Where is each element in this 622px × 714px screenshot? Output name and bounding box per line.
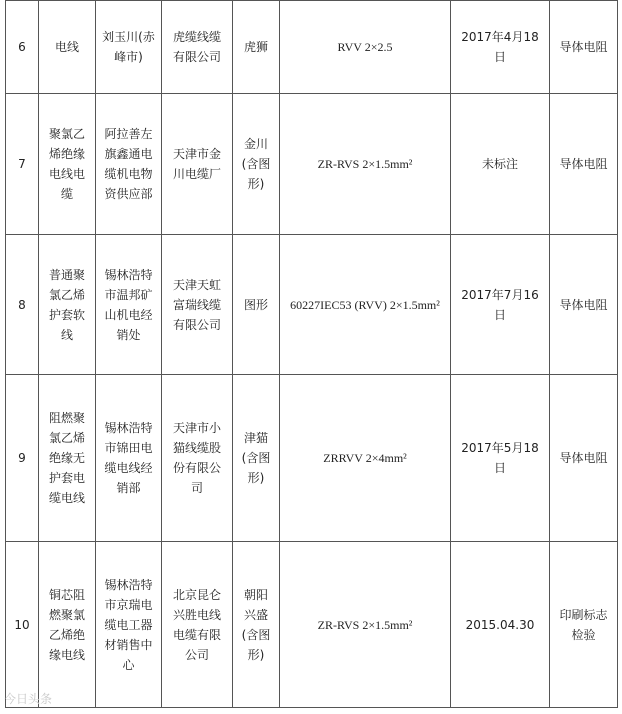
table-row — [6, 375, 618, 542]
product-name: 铜芯阻燃聚氯乙烯绝缘电线 — [39, 542, 96, 708]
failed-item: 印刷标志检验 — [550, 542, 618, 708]
model-spec: ZR-RVS 2×1.5mm² — [280, 94, 451, 235]
failed-item: 导体电阻 — [550, 375, 618, 542]
product-name: 电线 — [39, 1, 96, 94]
manufacturer: 天津市金川电缆厂 — [162, 94, 233, 235]
failed-item: 导体电阻 — [550, 235, 618, 375]
product-name: 阻燃聚氯乙烯绝缘无护套电缆电线 — [39, 375, 96, 542]
row-number: 10 — [6, 542, 39, 708]
production-date: 2015.04.30 — [451, 542, 550, 708]
table-row — [6, 542, 618, 708]
row-number: 6 — [6, 1, 39, 94]
brand: 虎狮 — [233, 1, 280, 94]
brand: 金川(含图形) — [233, 94, 280, 235]
seller: 锡林浩特市京瑞电缆电工器材销售中心 — [96, 542, 162, 708]
model-spec: ZRRVV 2×4mm² — [280, 375, 451, 542]
model-spec: RVV 2×2.5 — [280, 1, 451, 94]
production-date: 2017年4月18日 — [451, 1, 550, 94]
brand: 朝阳兴盛(含图形) — [233, 542, 280, 708]
row-number: 7 — [6, 94, 39, 235]
brand: 图形 — [233, 235, 280, 375]
table-row — [6, 235, 618, 375]
brand: 津猫(含图形) — [233, 375, 280, 542]
inspection-table — [5, 0, 618, 708]
model-spec: ZR-RVS 2×1.5mm² — [280, 542, 451, 708]
row-number: 9 — [6, 375, 39, 542]
manufacturer: 虎缆线缆有限公司 — [162, 1, 233, 94]
production-date: 2017年5月18日 — [451, 375, 550, 542]
seller: 锡林浩特市温邦矿山机电经销处 — [96, 235, 162, 375]
product-name: 聚氯乙烯绝缘电线电缆 — [39, 94, 96, 235]
seller: 刘玉川(赤峰市) — [96, 1, 162, 94]
table-row — [6, 94, 618, 235]
row-number: 8 — [6, 235, 39, 375]
seller: 阿拉善左旗鑫通电缆机电物资供应部 — [96, 94, 162, 235]
manufacturer: 天津天虹富瑞线缆有限公司 — [162, 235, 233, 375]
failed-item: 导体电阻 — [550, 94, 618, 235]
table-row — [6, 1, 618, 94]
product-name: 普通聚氯乙烯护套软线 — [39, 235, 96, 375]
manufacturer: 北京昆仑兴胜电线电缆有限公司 — [162, 542, 233, 708]
production-date: 未标注 — [451, 94, 550, 235]
production-date: 2017年7月16日 — [451, 235, 550, 375]
seller: 锡林浩特市锦田电缆电线经销部 — [96, 375, 162, 542]
manufacturer: 天津市小猫线缆股份有限公司 — [162, 375, 233, 542]
watermark: 今日头条 — [4, 692, 53, 706]
failed-item: 导体电阻 — [550, 1, 618, 94]
model-spec: 60227IEC53 (RVV) 2×1.5mm² — [280, 235, 451, 375]
